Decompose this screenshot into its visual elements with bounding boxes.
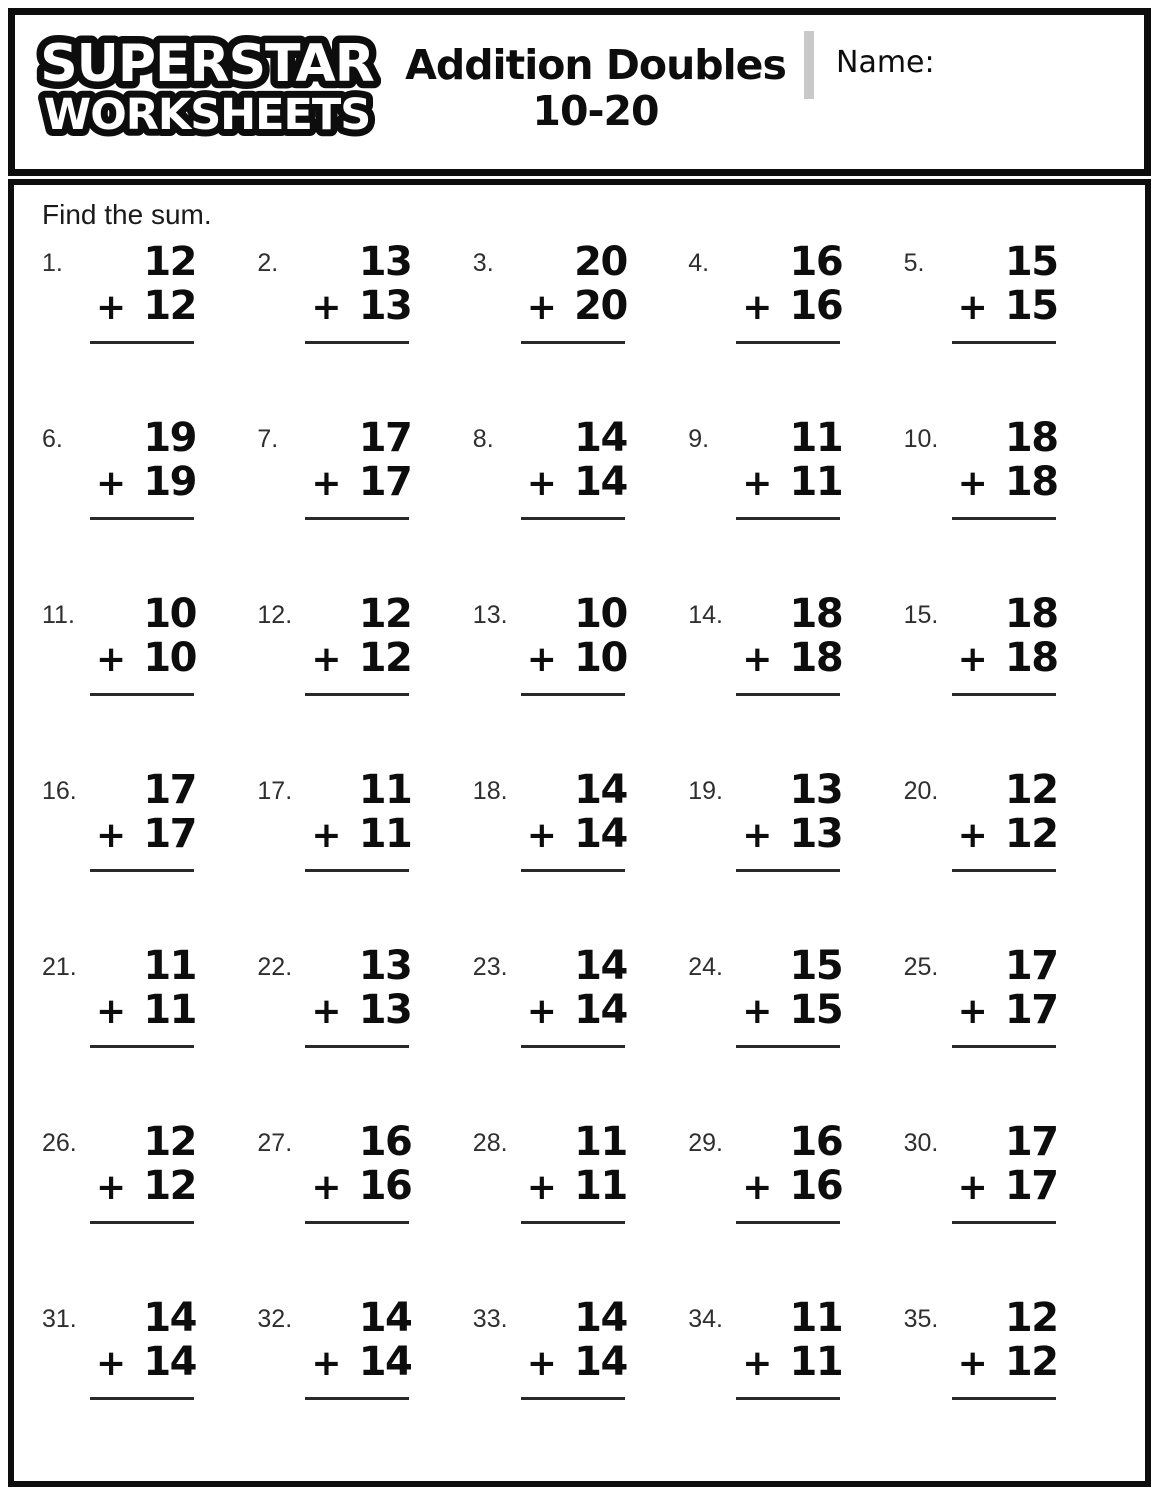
problem-operands [742,593,842,696]
answer-line [521,341,625,344]
problem-operands [958,593,1058,696]
answer-line [90,1221,194,1224]
top-addend: 14 [574,943,627,989]
bottom-addend-row [958,813,1058,855]
superstar-worksheets-logo [15,15,387,151]
top-addend: 15 [1004,239,1058,285]
plus-sign: + [957,287,987,328]
answer-line [521,1221,625,1224]
answer-line [521,693,625,696]
bottom-addend-row [311,637,411,679]
problem-operands [742,1121,842,1224]
problem-number: 25. [903,953,939,981]
bottom-addend-row [527,989,627,1031]
problem-cell [688,1297,903,1473]
problem-operands [742,769,842,872]
answer-line [736,1045,840,1048]
plus-sign: + [526,287,556,328]
plus-sign: + [96,287,125,328]
problem-operands [958,1121,1058,1224]
bottom-addend: 10 [143,635,196,681]
bottom-addend: 12 [143,283,196,329]
logo-line1-text: SUPERSTAR [40,34,374,94]
problem-number: 31. [42,1305,77,1333]
bottom-addend-row [527,285,627,327]
problem-cell [904,1121,1119,1297]
problem-operands [958,417,1058,520]
plus-sign: + [526,991,556,1032]
bottom-addend: 13 [789,811,843,857]
plus-sign: + [96,463,125,504]
answer-line [952,517,1056,520]
top-addend: 14 [358,1295,412,1341]
problem-cell [688,593,903,769]
bottom-addend-row [311,989,411,1031]
bottom-addend-row [742,1165,842,1207]
answer-line [952,1397,1056,1400]
plus-sign: + [311,991,341,1032]
problems-grid [14,231,1145,1473]
problem-number: 12. [257,601,293,629]
bottom-addend: 14 [574,1339,627,1385]
problem-operands [958,1297,1058,1400]
bottom-addend-row [958,285,1058,327]
logo-bubble-text-graphic [33,29,381,151]
plus-sign: + [526,1167,556,1208]
top-addend: 12 [1004,767,1058,813]
problem-operands [527,417,627,520]
plus-sign: + [957,463,987,504]
problem-cell [473,1297,688,1473]
problem-operands [742,1297,842,1400]
top-addend: 17 [143,767,196,813]
problem-number: 20. [903,777,939,805]
bottom-addend-row [527,813,627,855]
problem-number: 8. [472,425,494,453]
problem-operands [96,945,196,1048]
top-addend: 12 [358,591,412,637]
plus-sign: + [311,815,341,856]
plus-sign: + [526,1343,556,1384]
bottom-addend-row [527,637,627,679]
top-addend: 13 [789,767,843,813]
top-addend: 11 [574,1119,627,1165]
problem-cell [257,945,472,1121]
plus-sign: + [96,815,125,856]
problem-operands [742,241,842,344]
plus-sign: + [742,287,771,328]
bottom-addend: 14 [143,1339,196,1385]
bottom-addend: 16 [789,283,843,329]
problem-number: 22. [257,953,293,981]
plus-sign: + [526,639,556,680]
bottom-addend-row [742,285,842,327]
top-addend: 17 [1004,1119,1058,1165]
plus-sign: + [742,991,771,1032]
problem-operands [527,1121,627,1224]
problem-number: 5. [903,249,925,277]
top-addend: 18 [789,591,843,637]
plus-sign: + [526,463,556,504]
problem-cell [473,417,688,593]
top-addend: 11 [358,767,412,813]
answer-line [736,693,840,696]
title-line1: Addition Doubles [405,41,786,89]
top-addend: 11 [143,943,196,989]
problem-cell [42,1297,257,1473]
problem-cell [42,593,257,769]
problem-number: 2. [257,249,279,277]
problem-cell [257,1297,472,1473]
bottom-addend-row [96,1165,196,1207]
problem-number: 26. [42,1129,77,1157]
problem-cell [904,1297,1119,1473]
bottom-addend-row [958,1165,1058,1207]
problem-operands [96,593,196,696]
problem-operands [958,945,1058,1048]
problem-operands [527,593,627,696]
answer-line [521,1397,625,1400]
problem-number: 13. [472,601,508,629]
bottom-addend: 15 [789,987,843,1033]
bottom-addend-row [311,1165,411,1207]
problem-number: 23. [472,953,508,981]
answer-line [90,1397,194,1400]
answer-line [736,869,840,872]
problem-number: 27. [257,1129,293,1157]
bottom-addend-row [311,285,411,327]
bottom-addend-row [311,813,411,855]
plus-sign: + [957,639,987,680]
plus-sign: + [742,463,771,504]
plus-sign: + [311,1343,341,1384]
problem-number: 4. [688,249,710,277]
problem-number: 11. [42,601,75,629]
bottom-addend-row [742,989,842,1031]
bottom-addend: 17 [143,811,196,857]
bottom-addend-row [96,989,196,1031]
problem-cell [688,241,903,417]
plus-sign: + [742,1343,771,1384]
plus-sign: + [742,815,771,856]
plus-sign: + [96,991,125,1032]
plus-sign: + [957,991,987,1032]
answer-line [521,869,625,872]
top-addend: 12 [143,1119,196,1165]
bottom-addend-row [96,637,196,679]
bottom-addend: 14 [358,1339,412,1385]
answer-line [90,1045,194,1048]
name-field-area [814,15,1144,80]
bottom-addend: 14 [574,987,627,1033]
answer-line [305,693,409,696]
problem-operands [96,769,196,872]
plus-sign: + [742,1167,771,1208]
bottom-addend: 14 [574,811,627,857]
problem-operands [311,1121,411,1224]
problem-cell [257,1121,472,1297]
top-addend: 15 [789,943,843,989]
problem-number: 35. [903,1305,939,1333]
bottom-addend-row [742,461,842,503]
problem-operands [311,417,411,520]
problem-cell [904,769,1119,945]
plus-sign: + [957,1167,987,1208]
problem-cell [473,945,688,1121]
plus-sign: + [96,1167,125,1208]
problem-number: 19. [688,777,723,805]
problem-cell [688,417,903,593]
bottom-addend: 12 [1004,1339,1058,1385]
top-addend: 18 [1004,591,1058,637]
bottom-addend: 14 [574,459,627,505]
answer-line [90,517,194,520]
problem-number: 14. [688,601,723,629]
plus-sign: + [96,639,125,680]
problem-operands [96,241,196,344]
top-addend: 10 [574,591,627,637]
worksheet-body [8,179,1151,1487]
bottom-addend: 13 [358,987,412,1033]
problem-number: 28. [472,1129,508,1157]
problem-cell [257,593,472,769]
problem-operands [311,241,411,344]
problem-operands [96,1297,196,1400]
problem-cell [257,769,472,945]
problem-number: 18. [472,777,508,805]
bottom-addend: 17 [1004,987,1058,1033]
answer-line [305,1397,409,1400]
problem-operands [742,417,842,520]
problem-number: 16. [42,777,77,805]
problem-number: 7. [257,425,279,453]
bottom-addend: 10 [574,635,627,681]
problem-number: 10. [903,425,939,453]
problem-cell [42,769,257,945]
plus-sign: + [311,287,341,328]
instruction-text: Find the sum. [42,199,212,230]
bottom-addend: 11 [143,987,196,1033]
problem-operands [527,945,627,1048]
answer-line [952,869,1056,872]
bottom-addend: 18 [789,635,843,681]
bottom-addend-row [527,461,627,503]
plus-sign: + [526,815,556,856]
answer-line [90,869,194,872]
bottom-addend-row [96,813,196,855]
bottom-addend-row [958,989,1058,1031]
problem-number: 32. [257,1305,293,1333]
answer-line [952,341,1056,344]
problem-cell [42,1121,257,1297]
top-addend: 19 [143,415,196,461]
problem-cell [42,945,257,1121]
top-addend: 11 [789,1295,843,1341]
answer-line [736,1221,840,1224]
bottom-addend: 18 [1004,635,1058,681]
problem-cell [257,417,472,593]
plus-sign: + [311,463,341,504]
problem-number: 9. [688,425,710,453]
bottom-addend: 12 [1004,811,1058,857]
problem-cell [42,417,257,593]
answer-line [952,1221,1056,1224]
top-addend: 20 [574,239,627,285]
top-addend: 14 [574,415,627,461]
problem-operands [527,769,627,872]
answer-line [90,341,194,344]
bottom-addend: 11 [574,1163,627,1209]
bottom-addend-row [311,461,411,503]
top-addend: 14 [574,1295,627,1341]
plus-sign: + [742,639,771,680]
bottom-addend: 20 [574,283,627,329]
top-addend: 16 [789,239,843,285]
problem-cell [688,769,903,945]
problem-operands [958,769,1058,872]
bottom-addend: 15 [1004,283,1058,329]
top-addend: 14 [143,1295,196,1341]
top-addend: 17 [358,415,412,461]
bottom-addend: 12 [358,635,412,681]
answer-line [521,1045,625,1048]
problem-cell [688,945,903,1121]
problem-operands [527,241,627,344]
answer-line [736,341,840,344]
name-label: Name: [836,45,935,80]
problem-number: 24. [688,953,723,981]
plus-sign: + [96,1343,125,1384]
problem-number: 6. [42,425,63,453]
plus-sign: + [311,1167,341,1208]
bottom-addend-row [527,1165,627,1207]
problem-operands [958,241,1058,344]
bottom-addend: 17 [358,459,412,505]
problem-operands [311,1297,411,1400]
answer-line [305,1045,409,1048]
problem-number: 15. [903,601,939,629]
problem-number: 17. [257,777,293,805]
bottom-addend: 11 [358,811,412,857]
problem-cell [42,241,257,417]
problem-cell [473,593,688,769]
problem-number: 33. [472,1305,508,1333]
answer-line [521,517,625,520]
bottom-addend-row [311,1341,411,1383]
bottom-addend: 11 [789,459,843,505]
problem-operands [96,1121,196,1224]
top-addend: 14 [574,767,627,813]
problem-cell [904,241,1119,417]
top-addend: 17 [1004,943,1058,989]
problem-cell [257,241,472,417]
problem-number: 30. [903,1129,939,1157]
problem-operands [96,417,196,520]
bottom-addend-row [96,285,196,327]
title-line2: 10-20 [532,86,659,135]
worksheet-header [8,8,1151,176]
logo-line2-text: WORKSHEETS [43,90,371,140]
answer-line [305,341,409,344]
plus-sign: + [957,1343,987,1384]
bottom-addend: 16 [789,1163,843,1209]
problem-number: 1. [42,249,63,277]
plus-sign: + [311,639,341,680]
bottom-addend-row [742,1341,842,1383]
bottom-addend: 16 [358,1163,412,1209]
bottom-addend-row [958,637,1058,679]
problem-cell [904,945,1119,1121]
bottom-addend-row [527,1341,627,1383]
bottom-addend: 17 [1004,1163,1058,1209]
top-addend: 16 [789,1119,843,1165]
bottom-addend-row [742,813,842,855]
problem-cell [473,241,688,417]
answer-line [305,1221,409,1224]
problem-cell [904,593,1119,769]
bottom-addend-row [742,637,842,679]
worksheet-title [387,15,804,135]
problem-operands [311,593,411,696]
top-addend: 12 [143,239,196,285]
problem-number: 34. [688,1305,723,1333]
bottom-addend-row [958,461,1058,503]
bottom-addend: 13 [358,283,412,329]
answer-line [736,1397,840,1400]
bottom-addend-row [96,461,196,503]
problem-operands [311,945,411,1048]
bottom-addend: 18 [1004,459,1058,505]
answer-line [305,869,409,872]
problem-cell [904,417,1119,593]
problem-operands [742,945,842,1048]
answer-line [736,517,840,520]
bottom-addend: 12 [143,1163,196,1209]
bottom-addend-row [958,1341,1058,1383]
problem-cell [688,1121,903,1297]
bottom-addend: 11 [789,1339,843,1385]
answer-line [952,693,1056,696]
top-addend: 11 [789,415,843,461]
top-addend: 18 [1004,415,1058,461]
answer-line [305,517,409,520]
top-addend: 13 [358,943,412,989]
bottom-addend-row [96,1341,196,1383]
problem-number: 21. [42,953,77,981]
problem-number: 29. [688,1129,723,1157]
header-divider-bar [804,31,814,99]
bottom-addend: 19 [143,459,196,505]
plus-sign: + [957,815,987,856]
problem-operands [527,1297,627,1400]
answer-line [90,693,194,696]
problem-cell [473,1121,688,1297]
answer-line [952,1045,1056,1048]
problem-number: 3. [472,249,494,277]
top-addend: 13 [358,239,412,285]
top-addend: 12 [1004,1295,1058,1341]
problem-cell [473,769,688,945]
top-addend: 16 [358,1119,412,1165]
top-addend: 10 [143,591,196,637]
problem-operands [311,769,411,872]
